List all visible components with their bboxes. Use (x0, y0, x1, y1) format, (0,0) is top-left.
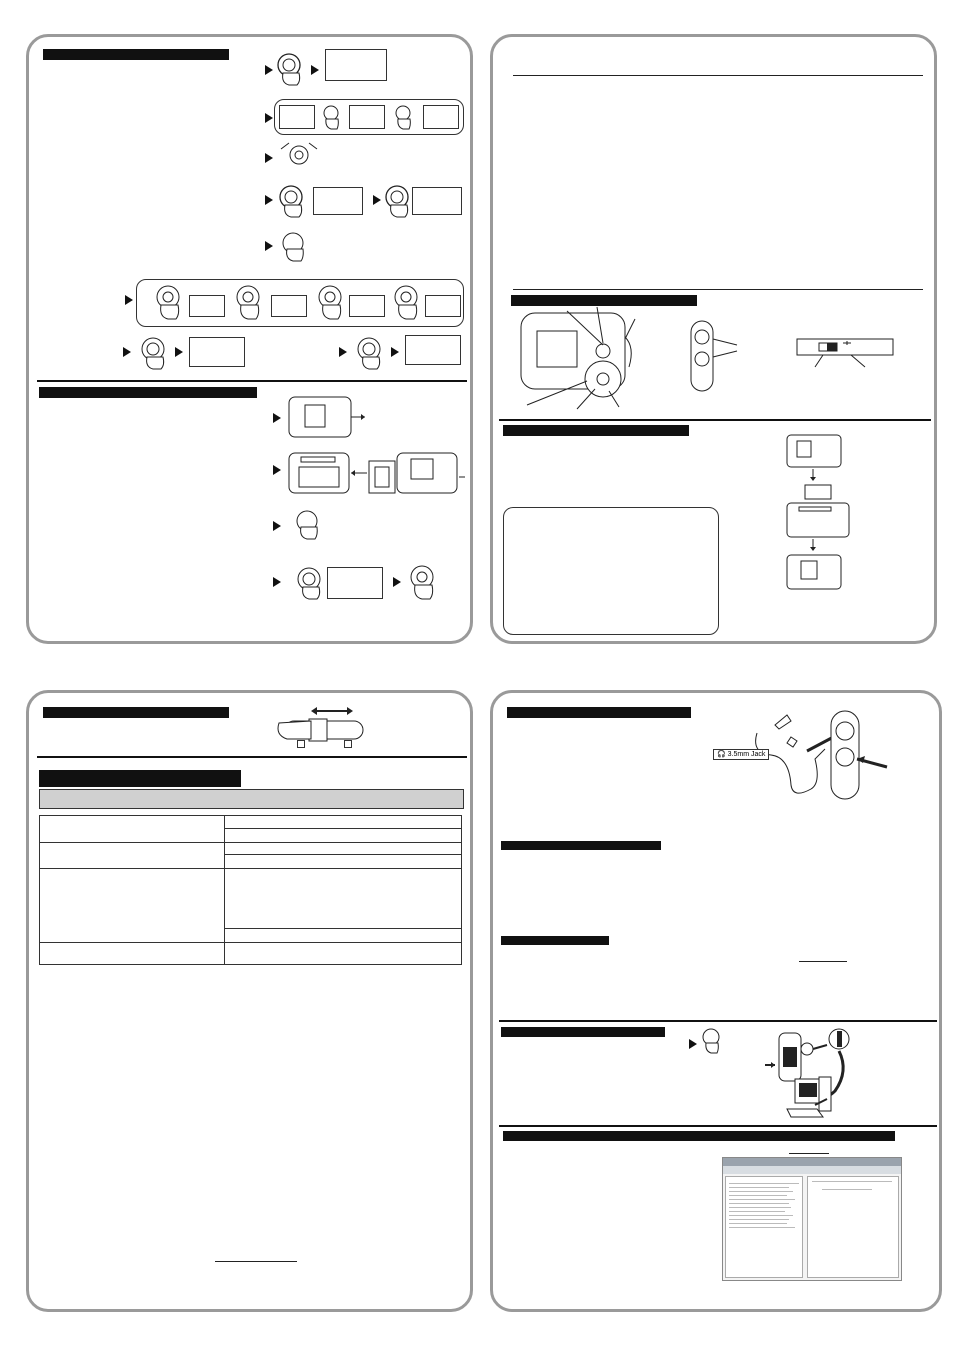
hold-switch-slide-illustration (275, 703, 375, 749)
step-arrow (265, 153, 273, 163)
step-arrow (391, 347, 399, 357)
step-arrow (125, 295, 133, 305)
panel-hold-and-specifications (26, 690, 473, 1312)
step-arrow (689, 1039, 697, 1049)
display-screen (425, 295, 461, 317)
section-divider (499, 1125, 937, 1127)
display-screen (327, 567, 383, 599)
display-screen (189, 337, 245, 367)
player-open-card-slot-illustration (287, 393, 377, 441)
display-screen (325, 49, 387, 81)
hand-press-play-icon (355, 335, 385, 371)
usb-computer-connection-illustration (765, 1025, 865, 1125)
section-heading-bar (503, 1131, 895, 1141)
section-divider (499, 1020, 937, 1022)
section-heading-bar (501, 936, 609, 945)
hand-press-mode-icon (319, 103, 343, 131)
section-heading-bar (501, 1027, 665, 1037)
display-screen (349, 105, 385, 129)
hand-rotate-dial-icon (277, 141, 321, 171)
signature-underline (799, 961, 847, 962)
table-row-divider (224, 842, 462, 843)
section-heading-bar (43, 707, 229, 718)
hold-on-indicator (344, 740, 352, 748)
hand-press-mode-icon (233, 283, 263, 323)
hand-press-play-icon (139, 335, 169, 371)
player-front-diagram (507, 307, 657, 417)
table-row-divider (224, 854, 462, 855)
hand-press-mode-icon (391, 103, 415, 131)
hand-press-play-icon (277, 183, 307, 219)
display-screen (189, 295, 225, 317)
specifications-header-row (39, 789, 464, 809)
insert-memory-card-illustration (287, 447, 467, 497)
table-row-divider (40, 842, 224, 843)
device-pane (807, 1176, 899, 1278)
step-arrow (265, 65, 273, 75)
specifications-heading-bar (39, 770, 241, 787)
hold-off-indicator (297, 740, 305, 748)
hand-press-mode-icon (407, 563, 437, 603)
section-divider (37, 756, 467, 758)
section-heading-bar (503, 425, 689, 436)
display-screen (313, 187, 363, 215)
hand-press-play-icon (699, 1027, 723, 1055)
jack-label: 3.5mm Jack (727, 751, 766, 758)
signature-underline (789, 1153, 829, 1154)
hand-press-mode-icon (391, 283, 421, 323)
step-arrow (393, 577, 401, 587)
display-screen (405, 335, 461, 365)
section-heading-bar (43, 49, 229, 60)
window-titlebar (723, 1158, 901, 1166)
section-heading-bar (501, 841, 661, 850)
display-screen (423, 105, 459, 129)
hold-switch-diagram (793, 333, 903, 373)
window-toolbar (723, 1166, 901, 1174)
hand-press-play-icon (383, 183, 413, 219)
table-row-divider (224, 828, 462, 829)
panel-operation-steps (26, 34, 473, 644)
headphone-icon: 🎧 (717, 751, 726, 758)
step-arrow (339, 347, 347, 357)
hand-press-mode-icon (153, 283, 183, 323)
step-arrow (265, 113, 273, 123)
battery-install-diagram (783, 431, 853, 601)
panel-controls-overview (490, 34, 937, 644)
rule-line (513, 289, 923, 290)
step-arrow (265, 195, 273, 205)
table-row-divider (40, 942, 462, 943)
note-box (503, 507, 719, 635)
step-arrow (273, 413, 281, 423)
hand-press-button-icon (293, 507, 321, 543)
hand-press-mode-icon (315, 283, 345, 323)
display-screen (279, 105, 315, 129)
section-heading-bar (39, 387, 257, 398)
section-divider (37, 380, 467, 382)
player-side-diagram (685, 317, 745, 397)
section-heading-bar (507, 707, 691, 718)
step-arrow (373, 195, 381, 205)
step-arrow (273, 465, 281, 475)
jack-label-box (713, 749, 769, 760)
section-divider (499, 419, 931, 421)
signature-underline (215, 1261, 297, 1262)
display-screen (412, 187, 462, 215)
step-arrow (311, 65, 319, 75)
specifications-table (39, 815, 462, 965)
display-screen (271, 295, 307, 317)
step-arrow (265, 241, 273, 251)
panel-connections-and-software (490, 690, 942, 1312)
display-screen (349, 295, 385, 317)
step-arrow (123, 347, 131, 357)
hand-press-play-icon (295, 565, 325, 601)
hand-press-play-icon (275, 51, 305, 87)
table-row-divider (40, 868, 462, 869)
step-arrow (273, 577, 281, 587)
file-list-pane (725, 1176, 803, 1278)
software-window-screenshot (722, 1157, 902, 1281)
step-arrow (175, 347, 183, 357)
table-row-divider (224, 928, 462, 929)
section-heading-bar (511, 295, 697, 306)
hand-press-button-icon (279, 229, 307, 265)
step-arrow (273, 521, 281, 531)
rule-line (513, 75, 923, 76)
